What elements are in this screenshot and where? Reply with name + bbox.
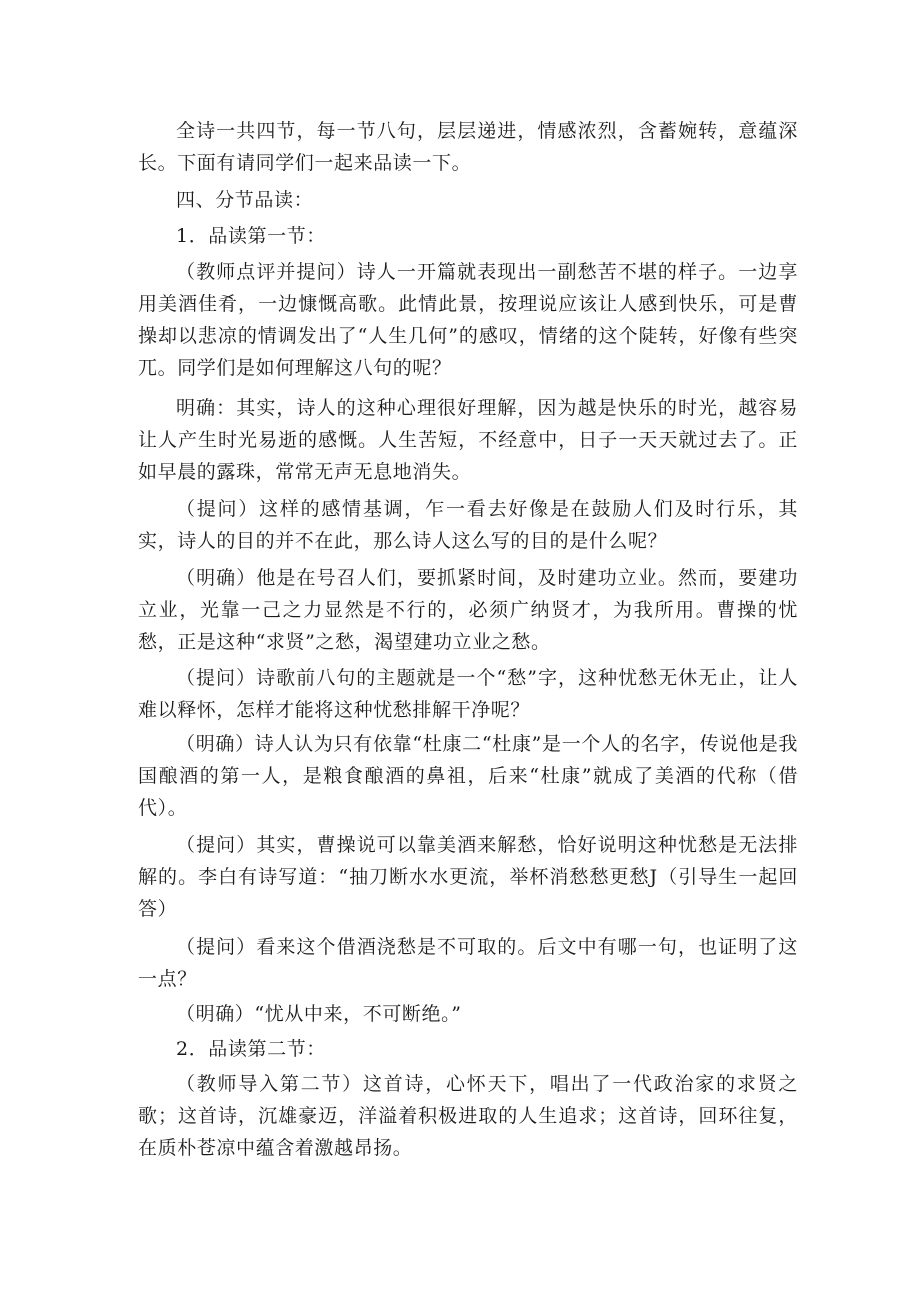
- question-paragraph-1: （提问）这样的感情基调，乍一看去好像是在鼓励人们及时行乐，其实，诗人的目的并不在此，那么诗人这么写的目的是什么呢？: [138, 498, 798, 552]
- intro-paragraph: 全诗一共四节，每一节八句，层层递进，情感浓烈，含蓄婉转，意蕴深长。下面有请同学们一起来品读一下。: [138, 120, 798, 174]
- teacher-question-paragraph: （教师点评并提问）诗人一开篇就表现出一副愁苦不堪的样子。一边享用美酒佳肴，一边慷慨高歌。此情此景，按理说应该让人感到快乐，可是曹操却以悲凉的情调发出了“人生几何”的感叹，情绪的这个陡转，好像有些突兀。同学们是如何理解这八句的呢？: [138, 261, 798, 379]
- subheading-stanza-2: 2．品读第二节：: [176, 1038, 326, 1060]
- clarify-paragraph-1: 明确：其实，诗人的这种心理很好理解，因为越是快乐的时光，越容易让人产生时光易逝的感慨。人生苦短，不经意中，日子一天天就过去了。正如早晨的露珠，常常无声无息地消失。: [138, 397, 798, 483]
- question-paragraph-3: （提问）其实，曹操说可以靠美酒来解愁，恰好说明这种忧愁是无法排解的。李白有诗写道：“抽刀断水水更流，举杯消愁愁更愁J（引导生一起回答）: [138, 834, 798, 920]
- subheading-stanza-1: 1．品读第一节：: [176, 225, 326, 247]
- question-paragraph-4: （提问）看来这个借酒浇愁是不可取的。后文中有哪一句，也证明了这一点？: [138, 936, 798, 990]
- clarify-paragraph-3: （明确）诗人认为只有依靠“杜康二“杜康”是一个人的名字，传说他是我国酿酒的第一人，是粮食酿酒的鼻祖，后来“杜康”就成了美酒的代称（借代）。: [138, 733, 798, 819]
- clarify-paragraph-2: （明确）他是在号召人们，要抓紧时间，及时建功立业。然而，要建功立业，光靠一己之力显然是不行的，必须广纳贤才，为我所用。曹操的忧愁，正是这种“求贤”之愁，渴望建功立业之愁。: [138, 567, 798, 653]
- question-paragraph-2: （提问）诗歌前八句的主题就是一个“愁”字，这种忧愁无休无止，让人难以释怀，怎样才能将这种忧愁排解干净呢？: [138, 667, 798, 721]
- section-heading-four: 四、分节品读：: [176, 189, 314, 211]
- clarify-paragraph-4: （明确）“忧从中来，不可断绝。”: [176, 1003, 462, 1025]
- teacher-intro-paragraph: （教师导入第二节）这首诗，心怀天下，唱出了一代政治家的求贤之歌；这首诗，沉雄豪迈，洋溢着积极进取的人生追求；这首诗，回环往复，在质朴苍凉中蕴含着激越昂扬。: [138, 1073, 798, 1159]
